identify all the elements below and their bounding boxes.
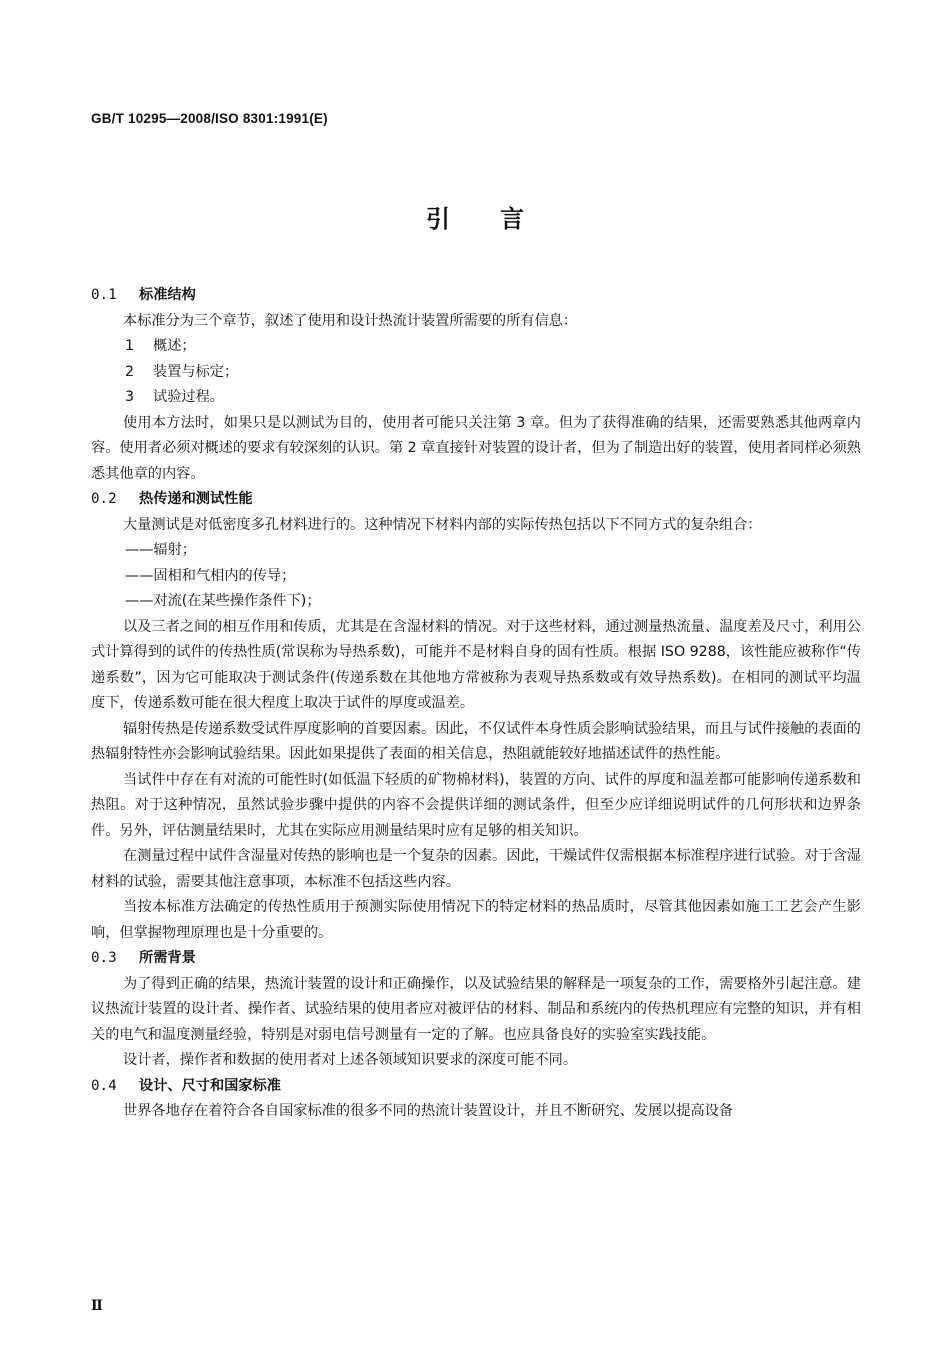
list-item-text: 试验过程。 (153, 389, 224, 405)
section-title: 热传递和测试性能 (139, 491, 253, 507)
paragraph: 当试件中存在有对流的可能性时(如低温下轻质的矿物棉材料)，装置的方向、试件的厚度和温差都可能影响传递系数和热阻。对于这种情况，虽然试验步骤中提供的内容不会提供详细的测试条件，但至少应详细说明试件的几何形状和边界条件。另外，评估测量结果时，尤其在实际应用测量结果时应有足够的相关知识。 (91, 771, 861, 839)
section-number: 0.3 (91, 950, 117, 966)
paragraph: 世界各地存在着符合各自国家标准的很多不同的热流计装置设计，并且不断研究、发展以提高设备 (123, 1103, 734, 1119)
paragraph: 使用本方法时，如果只是以测试为目的，使用者可能只关注第 3 章。但为了获得准确的结果，还需要熟悉其他两章内容。使用者必须对概述的要求有较深刻的认识。第 2 章直接针对装置的设计者，但为了制造出好的装置，使用者同样必须熟悉其他章的内容。 (91, 414, 861, 482)
paragraph: 设计者，操作者和数据的使用者对上述各领域知识要求的深度可能不同。 (123, 1052, 578, 1068)
section-title: 标准结构 (139, 287, 196, 303)
paragraph: 当按本标准方法确定的传热性质用于预测实际使用情况下的特定材料的热品质时，尽管其他因素如施工工艺会产生影响，但掌握物理原理也是十分重要的。 (91, 899, 861, 941)
list-item-number: 1 (125, 338, 135, 354)
section-heading (91, 487, 861, 513)
section-heading (91, 946, 861, 972)
list-item-text: 装置与标定； (153, 363, 239, 380)
dash-list-item: ——固相和气相内的传导； (125, 567, 296, 584)
paragraph: 辐射传热是传递系数受试件厚度影响的首要因素。因此，不仅试件本身性质会影响试验结果，而且与试件接触的表面的热辐射特性亦会影响试验结果。因此如果提供了表面的相关信息，热阻就能较好地描述试件的热性能。 (91, 720, 861, 762)
paragraph: 本标准分为三个章节，叙述了使用和设计热流计装置所需要的所有信息： (123, 312, 578, 329)
list-item (91, 385, 861, 411)
section-number: 0.2 (91, 491, 117, 507)
list-item-text: 概述； (153, 338, 196, 354)
list-item (91, 360, 861, 386)
list-item (91, 334, 861, 360)
page-number: Ⅱ (91, 1298, 103, 1314)
section-number: 0.4 (91, 1077, 117, 1094)
dash-list-item: ——对流(在某些操作条件下)； (125, 593, 321, 609)
paragraph: 为了得到正确的结果，热流计装置的设计和正确操作，以及试验结果的解释是一项复杂的工作，需要格外引起注意。建议热流计装置的设计者、操作者、试验结果的使用者应对被评估的材料、制品和系统内的传热机理应有完整的知识，并有相关的电气和温度测量经验，特别是对弱电信号测量有一定的了解。也应具备良好的实验室实践技能。 (91, 975, 861, 1043)
section-title: 所需背景 (139, 950, 196, 966)
section-heading (91, 1074, 861, 1100)
section-heading (91, 283, 861, 309)
list-item-number: 3 (125, 389, 135, 405)
dash-list-item: ——辐射； (125, 542, 196, 558)
paragraph: 以及三者之间的相互作用和传质，尤其是在含湿材料的情况。对于这些材料，通过测量热流量、温度差及尺寸，利用公式计算得到的试件的传热性质(常误称为导热系数)，可能并不是材料自身的固有性质。根据 ISO 9288，该性能应被称作“传递系数”，因为它可能取决于测试条件(传递系数在其他地方常被称为表观导热系数或有效导热系数)。在相同的测试平均温度下，传递系数可能在很大程度上取决于试件的厚度或温差。 (91, 618, 861, 711)
document-body (91, 283, 861, 1125)
section-number: 0.1 (91, 287, 117, 303)
paragraph: 大量测试是对低密度多孔材料进行的。这种情况下材料内部的实际传热包括以下不同方式的复杂组合： (123, 516, 762, 533)
list-item-number: 2 (125, 363, 135, 380)
page-title: 引言 (426, 205, 574, 233)
paragraph: 在测量过程中试件含湿量对传热的影响也是一个复杂的因素。因此，干燥试件仅需根据本标准程序进行试验。对于含湿材料的试验，需要其他注意事项，本标准不包括这些内容。 (91, 848, 861, 890)
section-title: 设计、尺寸和国家标准 (139, 1077, 281, 1094)
standard-code: GB/T 10295—2008/ISO 8301:1991(E) (91, 111, 328, 126)
